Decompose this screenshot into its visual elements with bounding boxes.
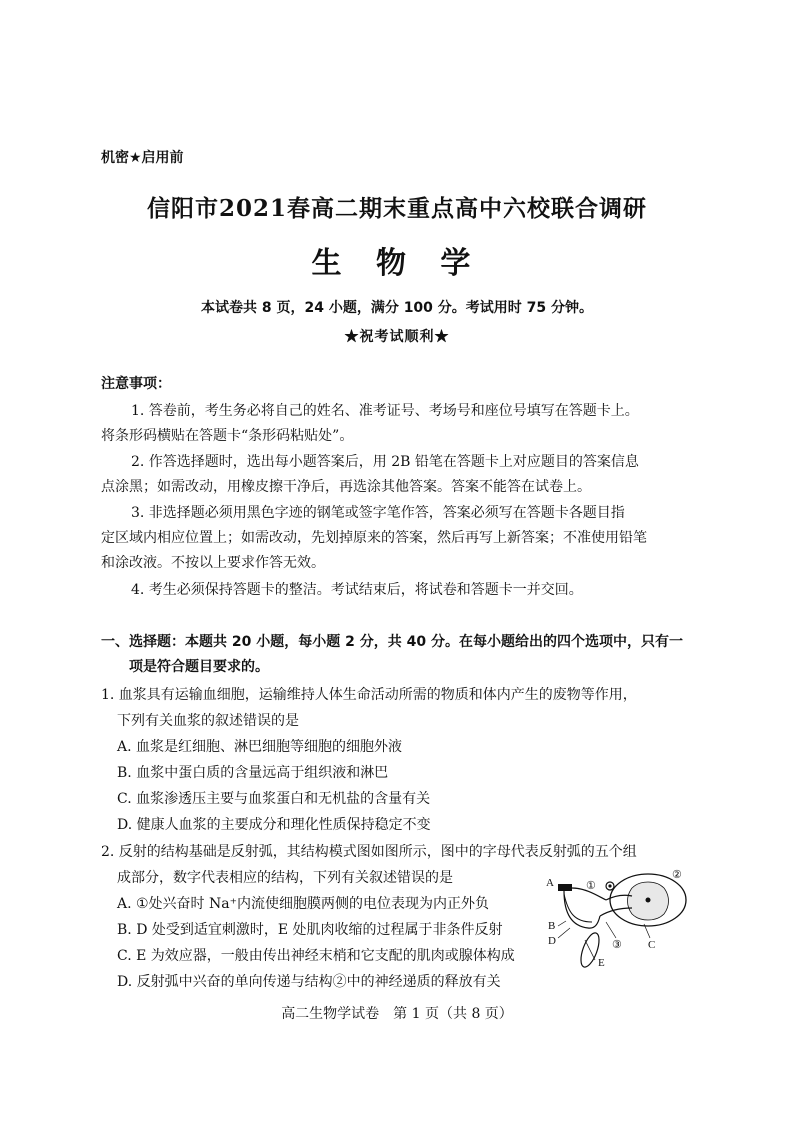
central-canal <box>646 898 651 903</box>
label-d: D <box>548 935 556 947</box>
q1-option-a: A. 血浆是红细胞、淋巴细胞等细胞的细胞外液 <box>117 739 403 755</box>
section-heading-line-2: 项是符合题目要求的。 <box>129 659 269 675</box>
notice-item-1-line-2: 将条形码横贴在答题卡“条形码粘贴处”。 <box>101 428 354 444</box>
label-b: B <box>548 920 556 932</box>
q1-stem-line-1: 1. 血浆具有运输血细胞，运输维持人体生命活动所需的物质和体内产生的废物等作用， <box>101 687 637 703</box>
notice-item-3-line-3: 和涂改液。不按以上要求作答无效。 <box>101 555 325 571</box>
q1-option-c: C. 血浆渗透压主要与血浆蛋白和无机盐的含量有关 <box>117 791 431 807</box>
notice-item-3-line-2: 定区域内相应位置上；如需改动，先划掉原来的答案，然后再写上新答案；不准使用铅笔 <box>101 530 647 546</box>
page-footer: 高二生物学试卷 第 1 页（共 8 页） <box>281 1006 513 1022</box>
section-heading-line-1: 一、选择题：本题共 20 小题，每小题 2 分，共 40 分。在每小题给出的四个选项中，只有一 <box>101 634 683 650</box>
label-1: ① <box>586 880 596 892</box>
q1-option-b: B. 血浆中蛋白质的含量远高于组织液和淋巴 <box>117 765 389 781</box>
exam-title: 信阳市2021春高二期末重点高中六校联合调研 <box>146 195 647 222</box>
q2-option-d: D. 反射弧中兴奋的单向传递与结构②中的神经递质的释放有关 <box>117 974 501 990</box>
label-3: ③ <box>612 939 622 951</box>
confidential-label: 机密★启用前 <box>101 150 184 166</box>
label-d-leader <box>558 928 570 938</box>
notice-item-3-line-1: 3. 非选择题必须用黑色字迹的钢笔或签字笔作答，答案必须写在答题卡各题目指 <box>131 505 625 521</box>
label-c: C <box>648 939 656 951</box>
q2-stem-line-1: 2. 反射的结构基础是反射弧，其结构模式图如图所示，图中的字母代表反射弧的五个组 <box>101 844 637 860</box>
q1-option-d: D. 健康人血浆的主要成分和理化性质保持稳定不变 <box>117 817 431 833</box>
notice-item-1-line-1: 1. 答卷前，考生务必将自己的姓名、准考证号、考场号和座位号填写在答题卡上。 <box>131 403 639 419</box>
notice-heading: 注意事项： <box>101 376 171 392</box>
receptor-block <box>558 884 572 891</box>
q2-option-a: A. ①处兴奋时 Na⁺内流使细胞膜两侧的电位表现为内正外负 <box>117 896 489 912</box>
efferent-nerve-inner <box>564 894 592 922</box>
notice-item-2-line-2: 点涂黑；如需改动，用橡皮擦干净后，再选涂其他答案。答案不能答在试卷上。 <box>101 479 591 495</box>
notice-item-4-line-1: 4. 考生必须保持答题卡的整洁。考试结束后，将试卷和答题卡一并交回。 <box>131 582 583 598</box>
subject-title: 生 物 学 <box>311 246 483 281</box>
label-2: ② <box>672 869 682 881</box>
ganglion-core <box>608 884 611 887</box>
q2-option-b: B. D 处受到适宜刺激时，E 处肌肉收缩的过程属于非条件反射 <box>117 922 503 938</box>
good-luck-line: ★祝考试顺利★ <box>344 329 450 345</box>
q2-stem-line-2: 成部分，数字代表相应的结构，下列有关叙述错误的是 <box>117 870 453 886</box>
reflex-arc-diagram <box>540 866 700 976</box>
section-heading <box>101 630 683 680</box>
notice-item-2-line-1: 2. 作答选择题时，选出每小题答案后，用 2B 铅笔在答题卡上对应题目的答案信息 <box>131 454 639 470</box>
label-b-leader <box>558 921 566 926</box>
label-e: E <box>598 957 605 969</box>
q1-stem-line-2: 下列有关血浆的叙述错误的是 <box>117 713 299 729</box>
q2-option-c: C. E 为效应器，一般由传出神经末梢和它支配的肌肉或腺体构成 <box>117 948 515 964</box>
label-3-leader <box>606 922 616 938</box>
exam-info: 本试卷共 8 页，24 小题，满分 100 分。考试用时 75 分钟。 <box>200 300 594 316</box>
label-a: A <box>546 877 554 889</box>
